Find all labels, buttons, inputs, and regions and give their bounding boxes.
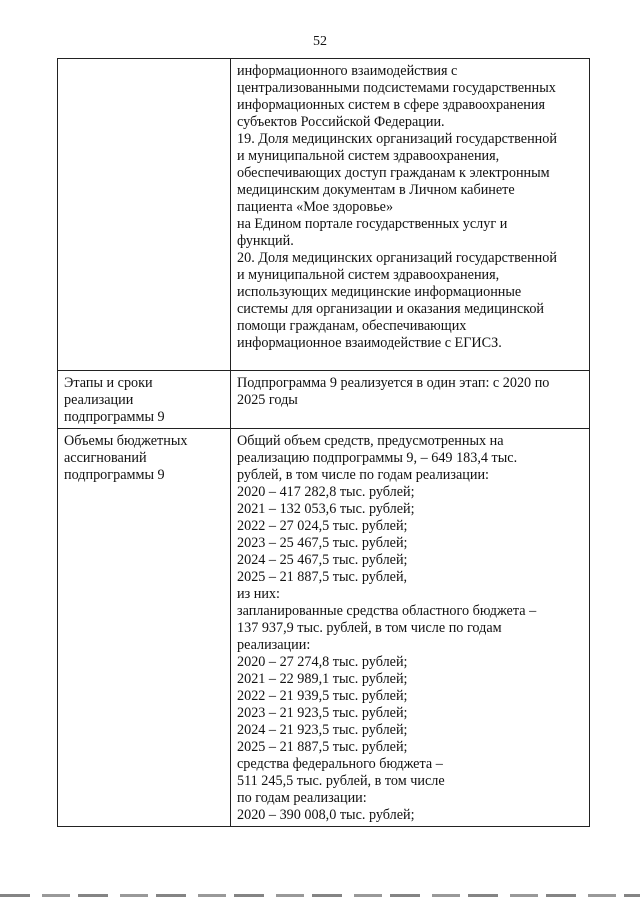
- content-line: средства федерального бюджета –: [237, 756, 443, 772]
- content-line: 2023 – 25 467,5 тыс. рублей;: [237, 535, 408, 551]
- page-number: 52: [313, 34, 327, 49]
- content-line: реализацию подпрограммы 9, – 649 183,4 тыс.: [237, 450, 518, 466]
- content-line: 137 937,9 тыс. рублей, в том числе по годам: [237, 620, 502, 636]
- content-line: медицинским документам в Личном кабинете: [237, 182, 515, 198]
- row-label-cell: [58, 429, 231, 827]
- content-line: и муниципальной систем здравоохранения,: [237, 148, 500, 164]
- content-line: запланированные средства областного бюджета –: [237, 603, 537, 619]
- content-line: на Едином портале государственных услуг и: [237, 216, 508, 232]
- content-line: 2024 – 25 467,5 тыс. рублей;: [237, 552, 408, 568]
- label-line: Объемы бюджетных: [64, 433, 188, 449]
- content-line: 2020 – 27 274,8 тыс. рублей;: [237, 654, 408, 670]
- label-line: ассигнований: [64, 450, 147, 466]
- passport-table: [57, 58, 590, 827]
- content-line: 2022 – 27 024,5 тыс. рублей;: [237, 518, 408, 534]
- row-label-cell: [58, 59, 231, 371]
- content-line: пациента «Мое здоровье»: [237, 199, 394, 215]
- row-content-cell: [231, 371, 590, 429]
- content-line: помощи гражданам, обеспечивающих: [237, 318, 467, 334]
- content-line: 511 245,5 тыс. рублей, в том числе: [237, 773, 445, 789]
- content-line: 19. Доля медицинских организаций государственной: [237, 131, 557, 147]
- row-content-cell: [231, 429, 590, 827]
- table-row: [58, 429, 590, 827]
- content-line: использующих медицинские информационные: [237, 284, 522, 300]
- content-line: 2025 – 21 887,5 тыс. рублей;: [237, 739, 408, 755]
- content-line: 2024 – 21 923,5 тыс. рублей;: [237, 722, 408, 738]
- content-line: 2022 – 21 939,5 тыс. рублей;: [237, 688, 408, 704]
- content-line: и муниципальной систем здравоохранения,: [237, 267, 500, 283]
- content-line: из них:: [237, 586, 280, 602]
- content-line: Общий объем средств, предусмотренных на: [237, 433, 504, 449]
- label-line: подпрограммы 9: [64, 409, 165, 425]
- content-line: по годам реализации:: [237, 790, 367, 806]
- content-line: обеспечивающих доступ гражданам к электронным: [237, 165, 550, 181]
- label-line: Этапы и сроки: [64, 375, 153, 391]
- table-row: [58, 371, 590, 429]
- content-line: 2021 – 22 989,1 тыс. рублей;: [237, 671, 408, 687]
- content-line: системы для организации и оказания медицинской: [237, 301, 545, 317]
- content-line: рублей, в том числе по годам реализации:: [237, 467, 489, 483]
- content-line: 2025 – 21 887,5 тыс. рублей,: [237, 569, 408, 585]
- content-line: функций.: [237, 233, 294, 249]
- content-line: 20. Доля медицинских организаций государственной: [237, 250, 557, 266]
- content-line: 2021 – 132 053,6 тыс. рублей;: [237, 501, 415, 517]
- content-line: 2025 годы: [237, 392, 298, 408]
- content-line: реализации:: [237, 637, 311, 653]
- label-line: подпрограммы 9: [64, 467, 165, 483]
- content-line: Подпрограмма 9 реализуется в один этап: с 2020 по: [237, 375, 550, 391]
- content-line: информационное взаимодействие с ЕГИСЗ.: [237, 335, 502, 351]
- row-content-cell: [231, 59, 590, 371]
- label-line: реализации: [64, 392, 134, 408]
- content-line: 2023 – 21 923,5 тыс. рублей;: [237, 705, 408, 721]
- content-line: субъектов Российской Федерации.: [237, 114, 445, 130]
- content-line: информационных систем в сфере здравоохранения: [237, 97, 545, 113]
- scan-edge-artifact: [0, 894, 640, 897]
- table-row: [58, 59, 590, 371]
- content-line: информационного взаимодействия с: [237, 63, 458, 79]
- table-body: [58, 59, 590, 827]
- content-line: 2020 – 417 282,8 тыс. рублей;: [237, 484, 415, 500]
- content-line: 2020 – 390 008,0 тыс. рублей;: [237, 807, 415, 823]
- row-label-cell: [58, 371, 231, 429]
- content-line: централизованными подсистемами государственных: [237, 80, 556, 96]
